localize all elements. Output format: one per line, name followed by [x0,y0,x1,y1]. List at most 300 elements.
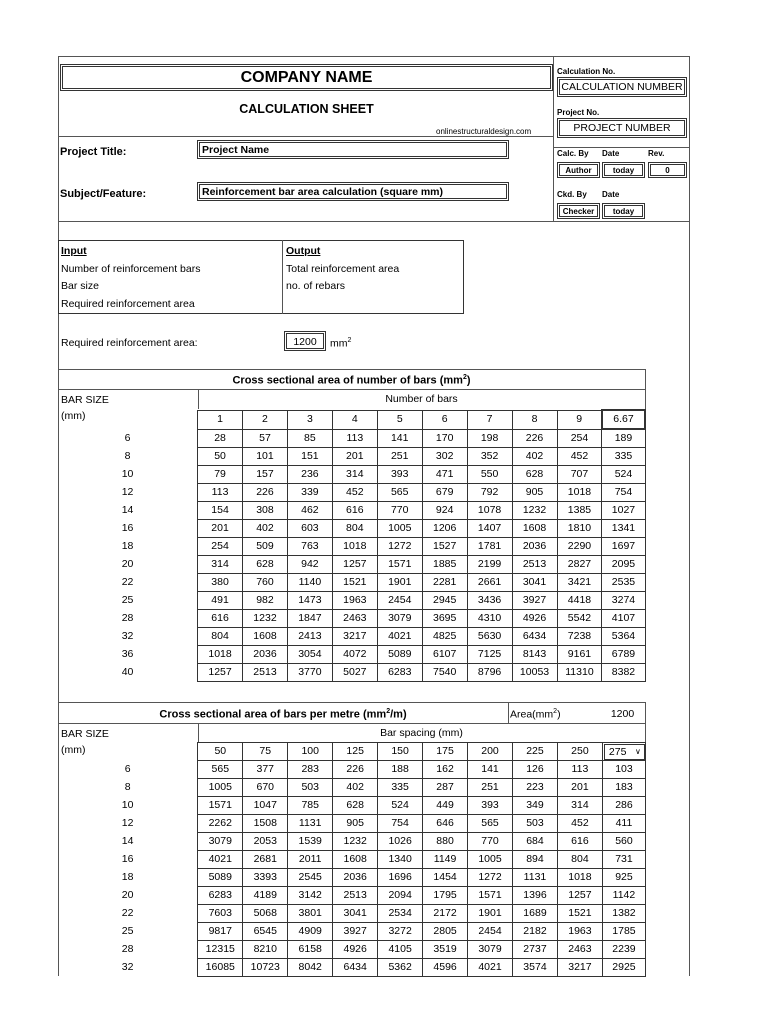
area-cell: 11310 [557,664,602,682]
area-cell: 1272 [377,538,422,556]
area-cell: 188 [378,761,423,779]
area-cell: 6107 [422,646,467,664]
table2-area-value: 1200 [610,708,635,720]
area-cell: 5089 [377,646,422,664]
bar-size-cell: 20 [121,889,134,901]
table-row [58,448,645,466]
bar-size-cell: 36 [121,648,134,660]
area-cell: 189 [602,429,645,448]
project-no-field[interactable] [557,118,687,138]
area-cell: 679 [422,484,467,502]
area-cell: 942 [287,556,332,574]
area-cell: 1571 [198,797,243,815]
bar-size-cell: 22 [121,907,134,919]
area-cell: 3041 [333,905,378,923]
date-field-1[interactable] [602,162,645,178]
table-row [58,556,645,574]
output-item: no. of rebars [286,280,345,292]
area-cell: 2545 [288,869,333,887]
table2-column-header: 250 [557,743,602,761]
area-cell: 1608 [333,851,378,869]
table1-header-row [58,410,645,429]
table2-column-header: 100 [288,743,333,761]
area-cell: 1454 [423,869,468,887]
io-divider-line [282,240,283,314]
area-cell: 2925 [602,959,645,977]
area-cell: 5027 [332,664,377,682]
area-cell: 79 [198,466,243,484]
area-cell: 6434 [512,628,557,646]
area-cell: 1382 [602,905,645,923]
bar-size-cell: 28 [121,943,134,955]
area-cell: 8796 [467,664,512,682]
bar-size-cell: 25 [121,594,134,606]
area-cell: 1901 [468,905,513,923]
bar-size-cell: 10 [121,799,134,811]
area-cell: 308 [243,502,288,520]
company-name: COMPANY NAME [240,69,373,86]
area-cell: 4596 [423,959,468,977]
area-cell: 1232 [512,502,557,520]
area-cell: 616 [332,502,377,520]
table-row [58,610,645,628]
required-area-input[interactable] [284,331,326,351]
table2-header-row [58,743,646,761]
spacing-select[interactable] [604,744,645,760]
area-cell: 2036 [512,538,557,556]
area-cell: 3079 [377,610,422,628]
area-cell: 462 [287,502,332,520]
area-cell: 8042 [288,959,333,977]
table1-bar-size-unit: (mm) [61,410,86,422]
area-cell: 2661 [467,574,512,592]
area-cell: 162 [423,761,468,779]
area-cell: 2290 [557,538,602,556]
area-cell: 792 [467,484,512,502]
project-title-value: Project Name [202,144,270,156]
table-row [58,538,645,556]
area-cell: 754 [602,484,645,502]
area-cell: 1206 [422,520,467,538]
area-cell: 1272 [468,869,513,887]
area-cell: 380 [198,574,243,592]
table1-header-spacer [58,410,198,429]
bar-size-cell: 16 [121,522,134,534]
area-cell: 198 [467,429,512,448]
area-cell: 16085 [198,959,243,977]
area-cell: 1140 [287,574,332,592]
area-cell: 2454 [377,592,422,610]
header-separator-line [58,136,553,137]
area-cell: 2463 [332,610,377,628]
table-row [58,520,645,538]
area-cell: 3217 [332,628,377,646]
area-cell: 236 [287,466,332,484]
table1-column-header: 9 [557,410,602,429]
author-value: Author [565,166,592,175]
area-cell: 7540 [422,664,467,682]
area-cell: 2262 [198,815,243,833]
table2-area-divider [508,702,509,723]
area-cell: 3079 [198,833,243,851]
table2-column-group: Bar spacing (mm) [380,727,463,739]
area-cell: 402 [333,779,378,797]
area-cell: 7125 [467,646,512,664]
bar-size-cell: 14 [121,504,134,516]
area-cell: 565 [377,484,422,502]
area-cell: 763 [287,538,332,556]
area-cell: 452 [332,484,377,502]
rev-field[interactable] [648,162,687,178]
area-cell: 335 [602,448,645,466]
area-cell: 8143 [512,646,557,664]
table1-column-header: 1 [198,410,243,429]
area-cell: 170 [422,429,467,448]
area-cell: 3421 [557,574,602,592]
date-field-2[interactable] [602,203,645,219]
area-cell: 201 [198,520,243,538]
checker-field[interactable] [557,203,600,219]
input-item: Number of reinforcement bars [61,263,201,275]
area-cell: 1341 [602,520,645,538]
area-cell: 6158 [288,941,333,959]
area-cell: 925 [602,869,645,887]
area-cell: 85 [287,429,332,448]
area-cell: 2036 [333,869,378,887]
area-cell: 3272 [378,923,423,941]
area-cell: 402 [243,520,288,538]
rev-label: Rev. [648,149,665,158]
subject-value: Reinforcement bar area calculation (square mm) [202,186,443,198]
area-cell: 1005 [198,779,243,797]
area-cell: 10723 [243,959,288,977]
area-cell: 113 [557,761,602,779]
area-cell: 524 [602,466,645,484]
area-cell: 6283 [198,887,243,905]
area-cell: 151 [287,448,332,466]
area-cell: 2513 [512,556,557,574]
area-cell: 339 [287,484,332,502]
input-item: Required reinforcement area [61,298,195,310]
calc-no-label: Calculation No. [557,67,616,76]
area-cell: 12315 [198,941,243,959]
table-row [58,941,646,959]
area-cell: 6545 [243,923,288,941]
area-cell: 2534 [378,905,423,923]
table1-column-header: 2 [243,410,288,429]
table1-column-header: 8 [512,410,557,429]
area-cell: 3695 [422,610,467,628]
date-label-1: Date [602,149,620,158]
frame-right-line [689,56,690,976]
area-cell: 804 [332,520,377,538]
area-cell: 141 [377,429,422,448]
area-cell: 880 [423,833,468,851]
area-cell: 1521 [332,574,377,592]
bar-size-cell: 14 [121,835,134,847]
area-cell: 616 [557,833,602,851]
area-cell: 226 [243,484,288,502]
header-divider-line [553,56,554,221]
ckd-by-label: Ckd. By [557,190,587,199]
table2-column-header: 225 [513,743,558,761]
area-cell: 1696 [378,869,423,887]
area-cell: 894 [513,851,558,869]
area-cell: 4107 [602,610,645,628]
area-cell: 646 [423,815,468,833]
calc-no-field[interactable] [557,77,687,97]
area-cell: 3142 [288,887,333,905]
area-cell: 1407 [467,520,512,538]
area-cell: 924 [422,502,467,520]
area-cell: 1697 [602,538,645,556]
area-cell: 113 [198,484,243,502]
area-cell: 28 [198,429,243,448]
area-cell: 684 [513,833,558,851]
area-cell: 1257 [557,887,602,905]
area-cell: 5542 [557,610,602,628]
area-cell: 804 [198,628,243,646]
area-cell: 103 [602,761,645,779]
area-cell: 314 [198,556,243,574]
area-cell: 1847 [287,610,332,628]
bar-size-cell: 8 [124,450,131,462]
bar-size-cell: 20 [121,558,134,570]
spacing-select-value: 275 [608,746,627,758]
output-heading: Output [286,245,321,257]
area-cell: 1026 [378,833,423,851]
date-value-2: today [612,207,635,216]
table-row [58,959,646,977]
area-cell: 5364 [602,628,645,646]
area-cell: 7238 [557,628,602,646]
area-cell: 287 [423,779,468,797]
table2-title: Cross sectional area of bars per metre $(mm^2/m)$ [159,708,407,721]
area-cell: 1257 [198,664,243,682]
area-cell: 50 [198,448,243,466]
area-cell: 550 [467,466,512,484]
area-cell: 491 [198,592,243,610]
calc-by-label: Calc. By [557,149,589,158]
area-cell: 1473 [287,592,332,610]
output-item: Total reinforcement area [286,263,400,275]
area-cell: 5068 [243,905,288,923]
table2-column-header: 175 [423,743,468,761]
area-cell: 141 [468,761,513,779]
area-cell: 770 [377,502,422,520]
table-row [58,923,646,941]
area-cell: 1885 [422,556,467,574]
custom-bar-count-input[interactable]: 6.67 [602,410,645,429]
area-cell: 1131 [288,815,333,833]
project-no-label: Project No. [557,108,600,117]
bar-size-cell: 40 [121,666,134,678]
checker-value: Checker [562,207,595,216]
area-cell: 314 [332,466,377,484]
area-cell: 4825 [422,628,467,646]
area-cell: 1571 [468,887,513,905]
required-area-unit: $mm^2$ [330,337,352,350]
area-cell: 4072 [332,646,377,664]
area-cell: 2513 [333,887,378,905]
area-cell: 1232 [243,610,288,628]
area-cell: 452 [557,815,602,833]
table-row [58,779,646,797]
area-cell: 503 [288,779,333,797]
bar-size-cell: 10 [121,468,134,480]
area-cell: 349 [513,797,558,815]
area-cell: 2454 [468,923,513,941]
area-cell: 2053 [243,833,288,851]
area-cell: 57 [243,429,288,448]
area-cell: 628 [243,556,288,574]
area-cell: 4926 [512,610,557,628]
area-cell: 251 [468,779,513,797]
area-cell: 1608 [512,520,557,538]
table1-column-header: 4 [332,410,377,429]
bar-size-cell: 12 [121,817,134,829]
table2-header-spacer [58,743,198,761]
area-cell: 101 [243,448,288,466]
area-cell: 452 [557,448,602,466]
table1-bar-size-label: BAR SIZE [61,394,109,406]
area-cell: 9161 [557,646,602,664]
area-cell: 2182 [513,923,558,941]
bar-size-cell: 18 [121,871,134,883]
area-cell: 804 [557,851,602,869]
area-cell: 6283 [377,664,422,682]
area-cell: 905 [333,815,378,833]
area-cell: 223 [513,779,558,797]
area-cell: 1521 [557,905,602,923]
area-cell: 286 [602,797,645,815]
area-cell: 3079 [468,941,513,959]
area-cell: 905 [512,484,557,502]
table-row [58,761,646,779]
area-cell: 1257 [332,556,377,574]
area-cell: 335 [378,779,423,797]
area-cell: 707 [557,466,602,484]
required-area-value: 1200 [293,336,317,348]
area-cell: 2094 [378,887,423,905]
area-cell: 524 [378,797,423,815]
area-cell: 302 [422,448,467,466]
area-cell: 7603 [198,905,243,923]
area-cell: 2805 [423,923,468,941]
area-cell: 754 [378,815,423,833]
area-cell: 1539 [288,833,333,851]
area-cell: 201 [332,448,377,466]
table-row [58,815,646,833]
area-cell: 509 [243,538,288,556]
area-cell: 4310 [467,610,512,628]
area-cell: 6434 [333,959,378,977]
area-cell: 2413 [287,628,332,646]
area-cell: 2011 [288,851,333,869]
area-cell: 2199 [467,556,512,574]
table1-column-header: 3 [287,410,332,429]
table-row [58,646,645,664]
sheet-title: CALCULATION SHEET [239,102,374,116]
table-row [58,574,645,592]
area-cell: 1047 [243,797,288,815]
area-cell: 2513 [243,664,288,682]
area-cell: 226 [333,761,378,779]
bar-size-cell: 28 [121,612,134,624]
table-row [58,429,645,448]
area-cell: 4418 [557,592,602,610]
table-row [58,466,645,484]
frame-top-line [58,56,690,57]
area-cell: 503 [513,815,558,833]
area-cell: 6789 [602,646,645,664]
project-title-label: Project Title: [60,146,127,158]
area-cell: 565 [468,815,513,833]
area-cell: 154 [198,502,243,520]
table1-column-group: Number of bars [385,393,458,405]
area-cell: 1018 [332,538,377,556]
website-text: onlinestructuraldesign.com [436,127,532,136]
area-cell: 1027 [602,502,645,520]
area-cell: 1396 [513,887,558,905]
table-row [58,664,645,682]
area-cell: 377 [243,761,288,779]
area-cell: 628 [333,797,378,815]
area-cell: 2681 [243,851,288,869]
area-cell: 1232 [333,833,378,851]
area-cell: 1527 [422,538,467,556]
bar-size-cell: 8 [124,781,131,793]
area-cell: 3393 [243,869,288,887]
area-cell: 1963 [332,592,377,610]
chevron-down-icon: ∨ [635,747,641,756]
required-area-label: Required reinforcement area: [61,337,198,349]
table-row [58,851,646,869]
area-cell: 226 [512,429,557,448]
area-cell: 2036 [243,646,288,664]
bar-size-cell: 32 [121,630,134,642]
area-cell: 314 [557,797,602,815]
area-cell: 1785 [602,923,645,941]
area-cell: 3519 [423,941,468,959]
bar-size-cell: 22 [121,576,134,588]
project-title-field[interactable] [197,140,509,159]
area-cell: 2945 [422,592,467,610]
area-cell: 2281 [422,574,467,592]
table-row [58,797,646,815]
table2-grid [58,742,646,977]
author-field[interactable] [557,162,600,178]
date-value-1: today [612,166,635,175]
bar-size-cell: 16 [121,853,134,865]
area-cell: 2737 [513,941,558,959]
subject-label: Subject/Feature: [60,188,147,200]
area-cell: 283 [288,761,333,779]
area-cell: 1018 [557,869,602,887]
table1-top-line [58,369,645,370]
subject-field[interactable] [197,182,509,201]
rev-value: 0 [665,166,670,175]
area-cell: 4021 [377,628,422,646]
area-cell: 603 [287,520,332,538]
area-cell: 4021 [198,851,243,869]
area-cell: 1005 [377,520,422,538]
table-row [58,905,646,923]
calc-by-separator-line [553,147,690,148]
table1-title-line [58,389,645,390]
area-cell: 1078 [467,502,512,520]
area-cell: 5362 [378,959,423,977]
